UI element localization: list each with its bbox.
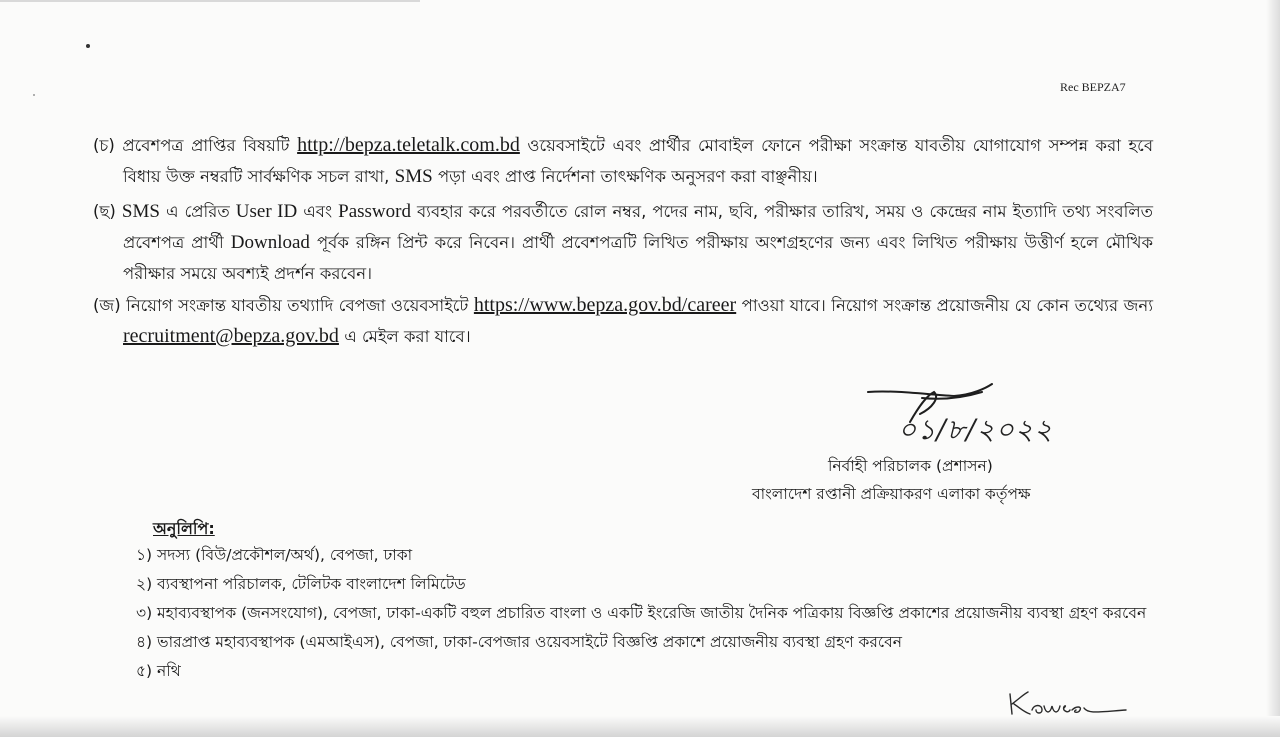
copies-heading: অনুলিপি: [153, 519, 215, 538]
signatory-title: নির্বাহী পরিচালক (প্রশাসন) [828, 457, 993, 475]
clause-text: ওয়েবসাইটে এবং প্রার্থীর মোবাইল ফোনে পরীক্ষা সংক্রান্ত যাবতীয় যোগাযোগ সম্পন্ন করা হবে বিধায় উক্ত নম্বরটি সার্বক্ষণিক সচল রাখা, [123, 136, 1153, 186]
clause-text: এবং [303, 202, 333, 221]
sms-term: SMS [394, 166, 433, 187]
list-item: ৫) নথি [136, 662, 181, 680]
clause-marker: (চ) [93, 136, 115, 155]
list-item: ৪) ভারপ্রাপ্ত মহাব্যবস্থাপক (এমআইএস), বেপজা, ঢাকা-বেপজার ওয়েবসাইটে বিজ্ঞপ্তি প্রকাশে প্রয়োজনীয় ব্যবস্থা গ্রহণ করবেন [136, 633, 903, 651]
copies-list [136, 541, 1156, 686]
clause-marker: (ছ) [93, 202, 116, 221]
recruitment-email-link[interactable]: recruitment@bepza.gov.bd [123, 325, 339, 347]
list-item: ২) ব্যবস্থাপনা পরিচালক, টেলিটক বাংলাদেশ লিমিটেড [136, 575, 466, 593]
sms-term: SMS [121, 201, 160, 222]
clause-text: ব্যবহার করে পরবর্তীতে রোল নম্বর, পদের নাম, ছবি, পরীক্ষার তারিখ, সময় ও কেন্দ্রের নাম ইত্যাদি তথ্য সংবলিত প্রবেশপত্র প্রার্থী [123, 202, 1154, 252]
scan-bottom-edge [0, 716, 1280, 737]
clause-text: পড়া এবং প্রাপ্ত নির্দেশনা তাৎক্ষণিক অনুসরণ করা বাঞ্ছনীয়। [437, 167, 818, 186]
scan-speck [86, 44, 90, 48]
clause-text: এ মেইল করা যাবে। [344, 327, 471, 346]
clause-text: পূর্বক রঙ্গিন প্রিন্ট করে নিবেন। প্রার্থী প্রবেশপত্রটি লিখিত পরীক্ষায় অংশগ্রহণের জন্য এবং লিখিত পরীক্ষায় উত্তীর্ণ হলে মৌখিক পরীক্ষার সময়ে অবশ্যই প্রদর্শন করবেন। [123, 233, 1154, 283]
career-link[interactable]: https://www.bepza.gov.bd/career [473, 294, 737, 316]
initials-signature [1006, 688, 1136, 718]
clause-text: এ প্রেরিত [165, 202, 230, 221]
clause-marker: (জ) [93, 296, 121, 315]
list-item: ৩) মহাব্যবস্থাপক (জনসংযোগ), বেপজা, ঢাকা-একটি বহুল প্রচারিত বাংলা ও একটি ইংরেজি জাতীয় দৈনিক পত্রিকায় বিজ্ঞপ্তি প্রকাশের প্রয়োজনীয় ব্যবস্থা গ্রহণ করবেন [136, 604, 1147, 622]
signatory-organization: বাংলাদেশ রপ্তানী প্রক্রিয়াকরণ এলাকা কর্তৃপক্ষ [752, 485, 1031, 503]
password-term: Password [338, 201, 411, 222]
clause-chha [93, 196, 1153, 289]
scan-right-edge [1266, 0, 1280, 737]
clause-text: পাওয়া যাবে। নিয়োগ সংক্রান্ত প্রয়োজনীয় যে কোন তথ্যের জন্য [741, 296, 1153, 315]
scan-speck [33, 94, 35, 96]
record-code: Rec BEPZA7 [1060, 80, 1126, 94]
clause-ja [93, 290, 1153, 352]
scan-top-edge [0, 0, 420, 2]
list-item: ১) সদস্য (বিউ/প্রকৌশল/অর্থ), বেপজা, ঢাকা [136, 546, 413, 564]
clause-cha [93, 130, 1153, 192]
teletalk-link[interactable]: http://bepza.teletalk.com.bd [297, 134, 520, 156]
user-id-term: User ID [235, 201, 298, 222]
clause-text: প্রবেশপত্র প্রাপ্তির বিষয়টি [122, 136, 290, 155]
clause-text: নিয়োগ সংক্রান্ত যাবতীয় তথ্যাদি বেপজা ওয়েবসাইটে [126, 296, 469, 315]
download-term: Download [230, 232, 310, 253]
signature-date: ০১/৮/২০২২ [898, 413, 1054, 446]
